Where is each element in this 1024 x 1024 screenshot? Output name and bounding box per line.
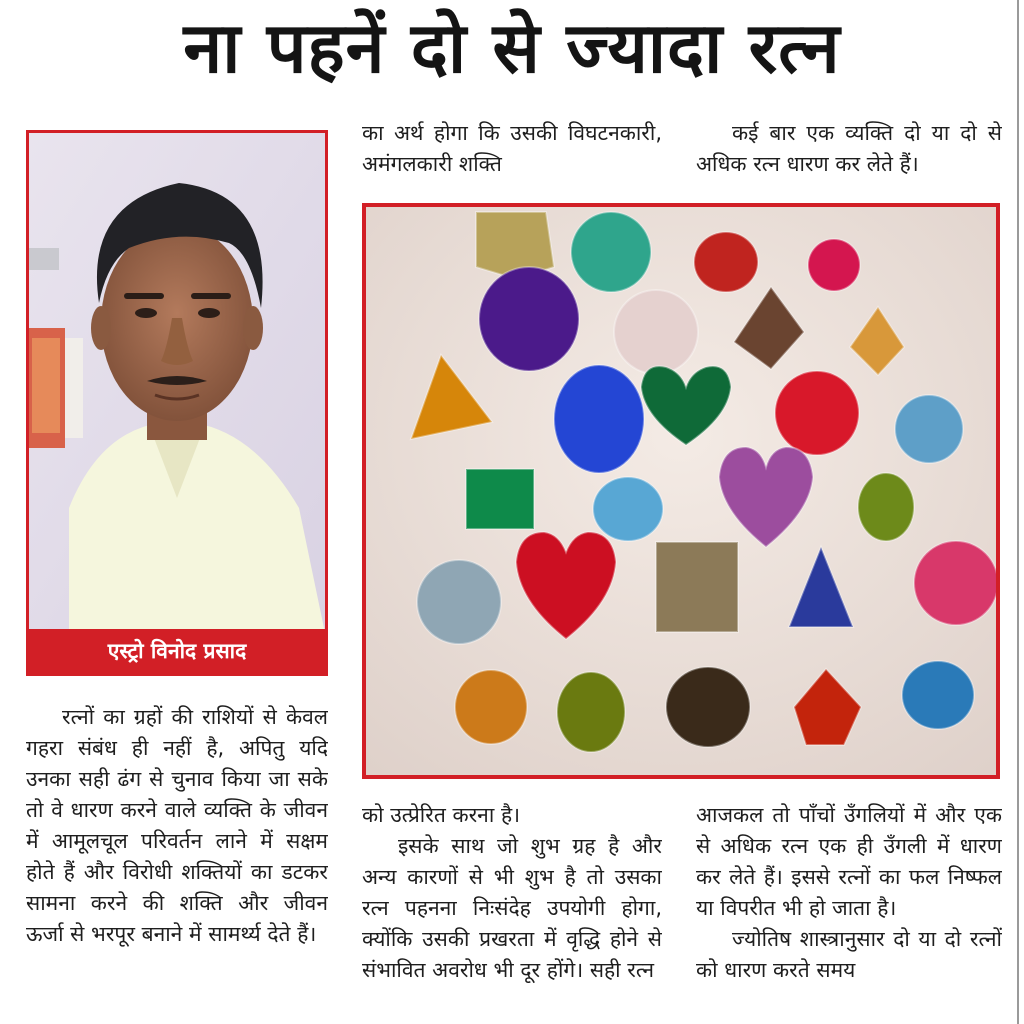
top-middle-paragraph: का अर्थ होगा कि उसकी विघटनकारी, अमंगलकारी शक्ति [362, 121, 662, 176]
bottom-right-paragraph-1: आजकल तो पाँचों उँगलियों में और एक से अधिक रत्न एक ही उँगली में धारण कर लेते हैं। इससे रत्नों का फल निष्फल या विपरीत भी हो जाता है। [696, 803, 1002, 920]
headline: ना पहनें दो से ज्यादा रत्न [183, 7, 841, 89]
top-right-paragraph: कई बार एक व्यक्ति दो या दो से अधिक रत्न धारण कर लेते हैं। [696, 121, 1002, 176]
column-divider [1017, 0, 1019, 1024]
bottom-middle-paragraph-2: इसके साथ जो शुभ ग्रह है और अन्य कारणों से भी शुभ है तो उसका रत्न पहनना निःसंदेह उपयोगी होगा, क्योंकि उसकी प्रखरता में वृद्धि होने से संभावित अवरोध भी दूर होंगे। सही रत्न [362, 834, 662, 982]
top-right-text [696, 118, 1002, 182]
author-photo-box [26, 130, 328, 676]
bottom-middle-text [362, 800, 662, 1024]
left-column-text [26, 702, 328, 1024]
bottom-middle-paragraph-1: को उत्प्रेरित करना है। [362, 803, 521, 827]
bottom-right-paragraph-2: ज्योतिष शास्त्रानुसार दो या दो रत्नों को धारण करते समय [696, 927, 1002, 982]
left-column-paragraph: रत्नों का ग्रहों की राशियों से केवल गहरा संबंध ही नहीं है, अपितु यदि उनका सही ढंग से चुनाव किया जा सके तो वे धारण करने वाले व्यक्ति के जीवन में आमूलचूल परिवर्तन लाने में सक्षम होते हैं और विरोधी शक्तियों का डटकर सामना करने की शक्ति और जीवन ऊर्जा से भरपूर बनाने में सामर्थ्य देते हैं। [26, 705, 328, 946]
photo-caption: एस्ट्रो विनोद प्रसाद [29, 629, 325, 673]
gemstones-photo [366, 207, 996, 775]
author-photo [29, 133, 325, 633]
bottom-right-text [696, 800, 1002, 1024]
gemstones-photo-box [362, 203, 1000, 779]
top-middle-text [362, 118, 662, 182]
